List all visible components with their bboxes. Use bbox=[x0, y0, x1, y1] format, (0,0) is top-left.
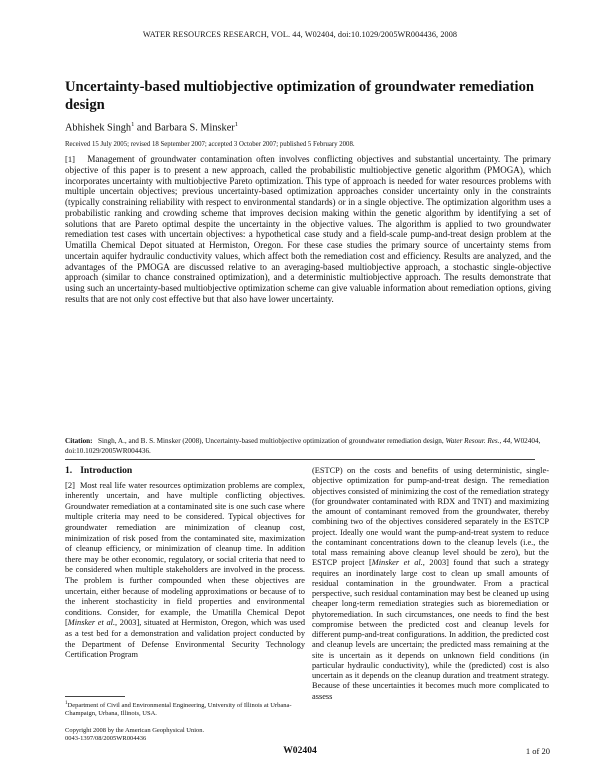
article-title: Uncertainty-based multiobjective optimization of groundwater remediation design bbox=[65, 79, 534, 113]
body-text: (ESTCP) on the costs and benefits of using deterministic, single-objective optimization for pump-and-treat design. The remediation objectives consisted of minimizing the cost of the remediation strategy (for groundwater contaminated with RDX and TNT) and maximizing the amount of contaminant removed from the groundwater, thereby combining two of the objectives considered separately in the ESTCP project. Ideally one would want the pump-and-treat system to reduce the contaminant concentrations down to the cleanup levels (i.e., the total mass remaining above cleanup level should be zero), but the ESTCP project [ bbox=[312, 466, 549, 568]
citation-doi: W02404, doi:10.1029/2005WR004436. bbox=[65, 437, 541, 455]
issn-line: 0043-1397/08/2005WR004436 bbox=[65, 735, 147, 743]
body-paragraph bbox=[65, 480, 305, 661]
left-column bbox=[65, 466, 305, 661]
affiliation-mark: 1 bbox=[234, 121, 238, 128]
affiliation-footnote bbox=[65, 700, 305, 719]
section-heading bbox=[65, 466, 305, 477]
citation-label: Citation: bbox=[65, 437, 93, 445]
citation-block bbox=[65, 437, 551, 456]
body-text: , 2003], situated at Hermiston, Oregon, which was used as a test bed for a demonstration and validation project conducted by the Department of Defense Environmental Security Technology Certification Program bbox=[65, 618, 305, 660]
footnote-mark: 1 bbox=[65, 701, 68, 706]
body-text: , 2003] found that such a strategy requires an inordinately large cost to clean up small amounts of residual contamination in the groundwater. From a practical perspective, such residual contamination may best be cleaned up using cheaper long-term remediation strategies such as bioremediation or phytoremediation. In such circumstances, one needs to find the best compromise between the predicted cost and cleanup levels for different pump-and-treat configurations. In addition, the predicted cost and cleanup levels are uncertain; the predicted mass remaining at the site is uncertain as it depends on unknown field conditions (in particular hydraulic conductivity), while the (predicted) cost is also uncertain as it depends on the cleanup duration and treatment strategy. Because of these uncertainties it becomes much more complicated to assess bbox=[312, 558, 549, 701]
reference-link[interactable]: Minsker et al. bbox=[67, 618, 116, 628]
abstract-text: Management of groundwater contamination often involves conflicting objectives and substantial uncertainty. The primary objective of this paper is to present a new approach, called the probabilistic multiobjective genetic algorithm (PMOGA), which incorporates uncertainty with multiobjective Pareto optimization. This type of approach is needed for water resources problems with multiple uncertain objectives; previous uncertainty-based optimization approaches consider uncertainty only in the constraints (typically constraining reliability with respect to environmental standards) or in a single objective. The optimization algorithm uses a probabilistic ranking and crowding scheme that improves decision making within the genetic algorithm by identifying a set of solutions that are Pareto optimal despite the uncertainty in the objective values. The algorithm is applied to two groundwater remediation test cases with uncertain objectives: a hypothetical case study and a field-scale pump-and-treat design problem at the Umatilla Chemical Depot situated at Hermiston, Oregon. For these case studies the primary source of uncertainty stems from uncertain aquifer hydraulic conductivity values, which affect both the remediation cost and efficiency. Results are analyzed, and the advantages of the PMOGA are discussed relative to an averaging-based multiobjective approach, a stochastic single-objective approach (similar to chance constrained optimization), and a deterministic multiobjective approach. The results demonstrate that using such an uncertainty-based multiobjective optimization scheme can give valuable information about remediation options, giving results that are not only cost effective but that also have lower uncertainty. bbox=[65, 154, 551, 304]
affiliation-mark: 1 bbox=[131, 121, 135, 128]
reference-link[interactable]: Minsker et al. bbox=[371, 558, 423, 568]
author-separator: and bbox=[134, 122, 155, 134]
copyright-line: Copyright 2008 by the American Geophysical Union. bbox=[65, 727, 205, 734]
abstract bbox=[65, 154, 551, 305]
paragraph-number: [1] bbox=[65, 154, 75, 164]
article-id-footer: W02404 bbox=[283, 745, 317, 756]
paragraph-number: [2] bbox=[65, 479, 75, 490]
author-name: Abhishek Singh bbox=[65, 122, 132, 134]
author-name: Barbara S. Minsker bbox=[154, 122, 235, 134]
citation-journal: Water Resour. Res., 44, bbox=[445, 437, 513, 445]
citation-text: Singh, A., and B. S. Minsker (2008), Uncertainty-based multiobjective optimization of groundwater remediation design, bbox=[97, 437, 444, 445]
copyright-notice bbox=[65, 727, 305, 743]
footnote-text: Department of Civil and Environmental Engineering, University of Illinois at Urbana-Champaign, Urbana, Illinois, USA. bbox=[65, 702, 292, 718]
footnote-divider bbox=[65, 696, 125, 697]
right-column bbox=[312, 466, 549, 702]
body-text: Most real life water resources optimization problems are complex, inherently uncertain, and have multiple conflicting objectives. Groundwater remediation at a contaminated site is one such case where multiple criteria may need to be considered. Typical objectives for groundwater remediation are minimization of cleanup cost, minimization of risk posed from the contaminated site, maximization of cleanup efficiency, or minimization of cleanup time. In addition there may be other economic, regulatory, or social criteria that need to be considered when multiple stakeholders are involved in the process. The problem is further compounded when these objectives are uncertain, either because of modeling approximations or because of to the inherent stochasticity in field properties and environmental conditions. Consider, for example, the Umatilla Chemical Depot [ bbox=[65, 480, 306, 628]
author-line bbox=[65, 121, 545, 133]
section-divider bbox=[65, 459, 535, 460]
section-title: Introduction bbox=[80, 465, 133, 476]
running-head: WATER RESOURCES RESEARCH, VOL. 44, W02404, doi:10.1029/2005WR004436, 2008 bbox=[142, 30, 458, 39]
page-number: 1 of 20 bbox=[525, 746, 550, 756]
body-paragraph bbox=[312, 466, 549, 702]
section-number: 1. bbox=[65, 465, 73, 476]
publication-dates: Received 15 July 2005; revised 18 September 2007; accepted 3 October 2007; published 5 February 2008. bbox=[65, 141, 355, 148]
